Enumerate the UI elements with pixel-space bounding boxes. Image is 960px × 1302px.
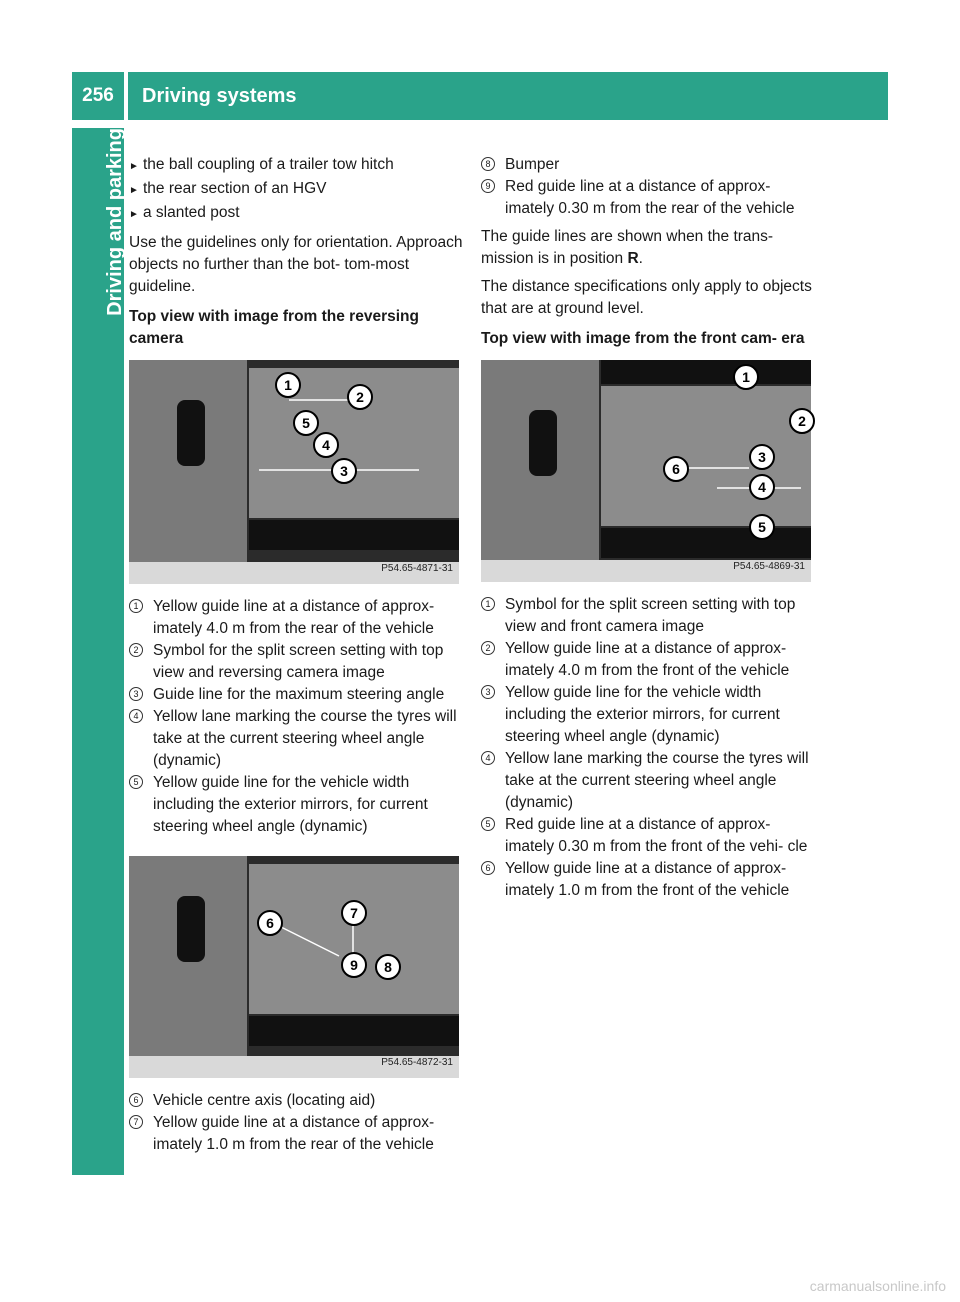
number-circle-icon: 4 [481,751,495,765]
figure-caption: P54.65-4871-31 [381,563,453,574]
number-circle-icon: 6 [481,861,495,875]
list-item: 4 Yellow lane marking the course the tyres will take at the current steering wheel angle (dynamic) [481,748,815,814]
page-number: 256 [72,72,124,120]
bullet-item: ► the rear section of an HGV [129,178,463,202]
callout-badge: 6 [663,456,689,482]
number-circle-icon: 1 [481,597,495,611]
list-item: 2 Yellow guide line at a distance of approx- imately 4.0 m from the front of the vehicle [481,638,815,682]
number-circle-icon: 1 [129,599,143,613]
watermark: carmanualsonline.info [809,1278,946,1294]
callout-badge: 3 [749,444,775,470]
list-item: 5 Red guide line at a distance of approx- imately 0.30 m from the front of the vehi- cle [481,814,815,858]
list-item: 3 Yellow guide line for the vehicle width including the exterior mirrors, for current steering wheel angle (dynamic) [481,682,815,748]
bullet-item: ► a slanted post [129,202,463,226]
number-circle-icon: 3 [481,685,495,699]
section-heading: Top view with image from the reversing camera [129,308,419,347]
bullet-item: ► the ball coupling of a trailer tow hitch [129,154,463,178]
number-circle-icon: 6 [129,1093,143,1107]
callout-badge: 9 [341,952,367,978]
section-heading: Top view with image from the front cam- era [481,330,805,347]
list-item: 1 Symbol for the split screen setting with top view and front camera image [481,594,815,638]
callout-badge: 4 [749,474,775,500]
list-item: 9 Red guide line at a distance of approx- imately 0.30 m from the rear of the vehicle [481,176,815,220]
callout-badge: 6 [257,910,283,936]
section-title: Driving systems [128,72,888,120]
number-circle-icon: 8 [481,157,495,171]
front-camera-figure [481,360,811,582]
list-item: 6 Yellow guide line at a distance of approx- imately 1.0 m from the front of the vehicle [481,858,815,902]
side-tab-label: Driving and parking [104,128,126,316]
camera-image-2 [129,856,459,1056]
paragraph: The distance specifications only apply to objects that are at ground level. [481,278,812,317]
number-circle-icon: 9 [481,179,495,193]
list-item: 5 Yellow guide line for the vehicle width including the exterior mirrors, for current steering wheel angle (dynamic) [129,772,463,838]
reversing-camera-figure-2 [129,856,459,1078]
paragraph: The guide lines are shown when the trans- mission is in position R. [481,228,774,267]
figure-caption: P54.65-4869-31 [733,561,805,572]
callout-badge: 3 [331,458,357,484]
number-circle-icon: 2 [129,643,143,657]
right-column [481,154,815,902]
list-item: 6 Vehicle centre axis (locating aid) [129,1090,463,1112]
bullet-triangle-icon: ► [129,161,139,172]
number-circle-icon: 5 [481,817,495,831]
list-item: 2 Symbol for the split screen setting with top view and reversing camera image [129,640,463,684]
callout-badge: 5 [293,410,319,436]
callout-badge: 7 [341,900,367,926]
callout-badge: 1 [733,364,759,390]
callout-badge: 2 [789,408,815,434]
callout-badge: 1 [275,372,301,398]
list-item: 7 Yellow guide line at a distance of approx- imately 1.0 m from the rear of the vehicle [129,1112,463,1156]
callout-badge: 5 [749,514,775,540]
number-circle-icon: 5 [129,775,143,789]
left-column [129,154,463,1156]
callout-badge: 8 [375,954,401,980]
callout-badge: 2 [347,384,373,410]
bullet-triangle-icon: ► [129,185,139,196]
list-item: 3 Guide line for the maximum steering angle [129,684,463,706]
bullet-triangle-icon: ► [129,209,139,220]
callout-badge: 4 [313,432,339,458]
list-item: 4 Yellow lane marking the course the tyres will take at the current steering wheel angle (dynamic) [129,706,463,772]
number-circle-icon: 4 [129,709,143,723]
number-circle-icon: 3 [129,687,143,701]
number-circle-icon: 7 [129,1115,143,1129]
list-item: 8 Bumper [481,154,815,176]
figure-caption: P54.65-4872-31 [381,1057,453,1068]
reversing-camera-figure-1 [129,360,459,584]
number-circle-icon: 2 [481,641,495,655]
list-item: 1 Yellow guide line at a distance of approx- imately 4.0 m from the rear of the vehicle [129,596,463,640]
paragraph: Use the guidelines only for orientation. Approach objects no further than the bot- tom-most guideline. [129,234,463,295]
